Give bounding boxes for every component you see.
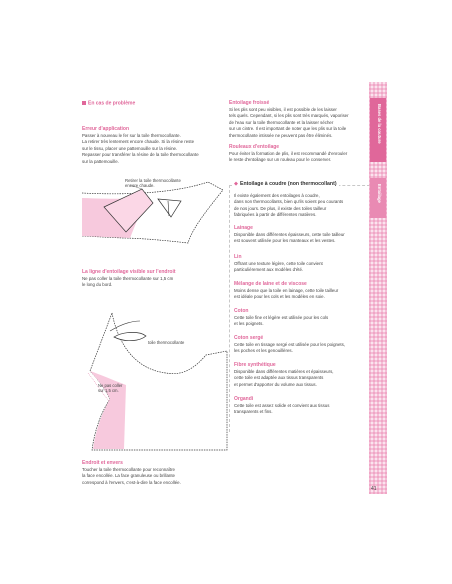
synthetic-text: Disponible dans différentes matières et épaisseurs, cette toile est adaptée aux tissus transparents et permet d'apporter du volume aux tissus. bbox=[234, 369, 334, 387]
rolls-title: Rouleaux d'entoilage bbox=[229, 144, 280, 150]
figure1-caption-line1: Retirer la toile thermocollante bbox=[125, 178, 181, 183]
sew-in-box bbox=[229, 185, 370, 432]
diamond-bullet-icon: ◆ bbox=[234, 181, 238, 187]
cotton-title: Coton bbox=[234, 308, 249, 314]
chapter-tab-bottom[interactable] bbox=[370, 178, 386, 218]
twill-cotton-text: Cette toile en tissage sergé est utilisée pour les poignets, les poches et les genouillères. bbox=[234, 342, 346, 354]
figure2-note-line2: sur 1,5 cm. bbox=[98, 388, 119, 393]
peel-interfacing-illustration bbox=[82, 168, 228, 260]
wool-viscose-title: Mélange de laine et de viscose bbox=[234, 281, 307, 287]
rolls-text: Pour éviter la formation de plis, il est recommandé d'enrouler le reste d'entoilage sur un rouleau pour le conserver. bbox=[229, 151, 348, 163]
chapter-tab-top[interactable] bbox=[370, 98, 386, 162]
wool-text: Disponible dans différentes épaisseurs, cette toile tailleur est souvent utilisée pour les manteaux et les vestes. bbox=[234, 232, 345, 244]
figure2-label: toile thermocollante bbox=[148, 340, 185, 345]
organdy-text: Cette toile est assez solide et convient aux tissus transparents et fins. bbox=[234, 403, 330, 415]
puckered-text: Si les plis sont peu visibles, il est possible de les laisser tels quels. Cependant, si les plis sont très marqués, vaporiser de l'eau sur la toile thermocollante et la laisser sécher sur un cintre. Il est important de noter que les plis sur la toile thermocollante intissée ne peuvent pas être éliminés. bbox=[229, 107, 349, 138]
wool-viscose-text: Moins dense que la toile en lainage, cette toile tailleur est idéale pour les cols et les modèles en soie. bbox=[234, 288, 339, 300]
synthetic-title: Fibre synthétique bbox=[234, 362, 276, 368]
cotton-text: Cette toile fine et légère est utilisée pour les cols et les poignets. bbox=[234, 315, 329, 327]
wool-title: Lainage bbox=[234, 225, 253, 231]
sew-in-intro: Il existe également des entoilages à coudre, dans non thermocollants, bien qu'ils soient peu courants de nos jours. De plus, il existe des toiles tailleur fabriquées à partir de différentes matières. bbox=[234, 193, 344, 218]
page-number: 41 bbox=[371, 486, 377, 492]
sew-in-title: ◆ Entoilage à coudre (non thermocollant) bbox=[234, 181, 337, 187]
right-wrong-title: Endroit et envers bbox=[82, 460, 123, 466]
chapter-tab-bottom-label: Entoilage bbox=[377, 184, 382, 203]
linen-title: Lin bbox=[234, 254, 242, 260]
problems-heading: En cas de problème bbox=[82, 101, 135, 107]
linen-text: Offrant une texture légère, cette toile convient particulièrement aux modèles d'été. bbox=[234, 261, 323, 273]
figure1-caption-line2: encore chaude. bbox=[125, 183, 155, 188]
application-error-text: Passer à nouveau le fer sur la toile thermocollante. La retirer très lentement encore chaude. Si la résine reste sur le tissu, placer une pattemouille sur la résine. Repasser pour transférer la résine de la toile thermocollante sur la pattemouille. bbox=[82, 133, 199, 164]
visible-line-title: La ligne d'entoilage visible sur l'endroit bbox=[82, 269, 176, 275]
visible-line-text: Ne pas coller la toile thermocollante sur 1,5 cm le long du bord. bbox=[82, 276, 174, 288]
twill-cotton-title: Coton sergé bbox=[234, 335, 264, 341]
organdy-title: Organdi bbox=[234, 396, 254, 402]
square-bullet-icon bbox=[82, 101, 86, 105]
puckered-title: Entoilage froissé bbox=[229, 100, 270, 106]
figure2-note-line1: Ne pas coller bbox=[98, 383, 123, 388]
bodice-interfacing-illustration bbox=[82, 303, 228, 453]
chapter-tab-top-label: Bases de la couture bbox=[377, 104, 382, 144]
application-error-title: Erreur d'application bbox=[82, 126, 130, 132]
right-wrong-text: Toucher la toile thermocollante pour reconnaître la face encollée. La face granuleuse ou brillante correspond à l'envers, c'est-à-dire la face encollée. bbox=[82, 467, 181, 485]
